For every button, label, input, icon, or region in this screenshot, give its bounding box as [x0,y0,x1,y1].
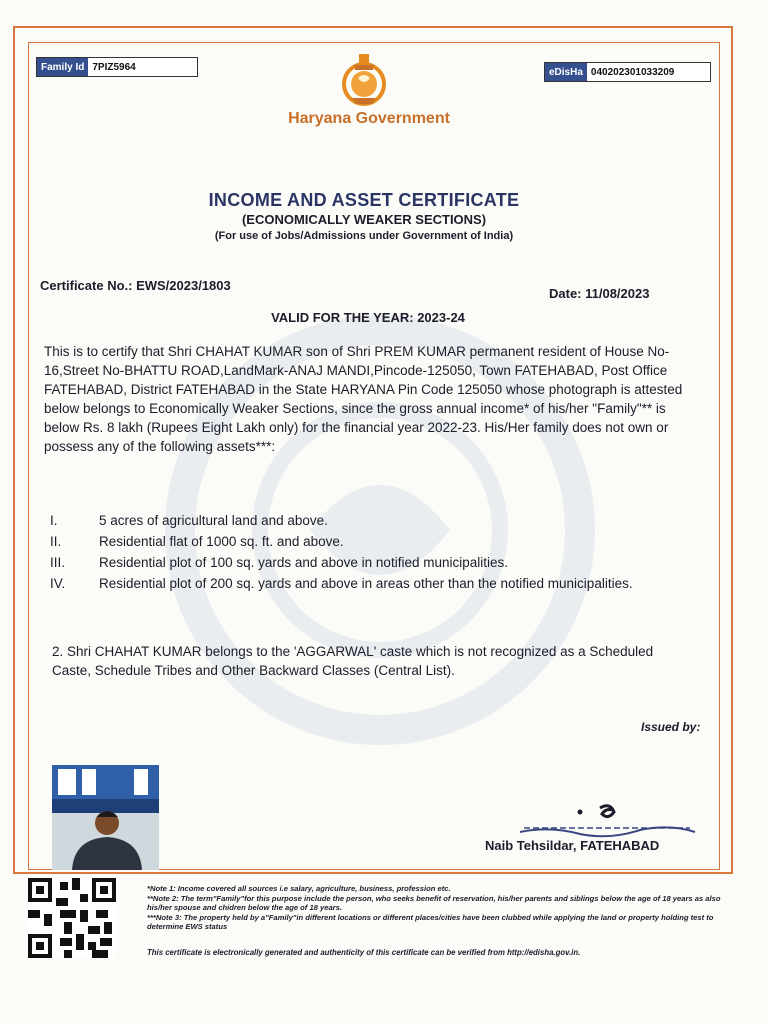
footnote: *Note 1: Income covered all sources i.e salary, agriculture, business, profession etc. [147,884,451,893]
asset-number: III. [50,555,66,570]
asset-text: Residential plot of 200 sq. yards and above in areas other than the notified municipalities. [99,576,633,591]
certification-paragraph: This is to certify that Shri CHAHAT KUMAR son of Shri PREM KUMAR permanent resident of House No-16,Street No-BHATTU ROAD,LandMark-ANAJ MANDI,Pincode-125050, Town FATEHABAD, Post Office FATEHABAD, District FATEHABAD in the State HARYANA Pin Code 125050 whose photograph is attested below belongs to Economically Weaker Sections, since the gross annual income* of his/her "Family"** is below Rs. 8 lakh (Rupees Eight Lakh only) for the financial year 2022-23. His/Her family does not own or possess any of the following assets***: [44,344,683,454]
issuer-name: Haryana Government [288,110,450,127]
applicant-photo [52,765,159,870]
footnote: **Note 2: The term"Family"for this purpose include the person, who seeks benefit of reservation, his/her parents and siblings below the age of 18 years as also his/her spouse and chidren below the age of 18 years. [147,893,721,912]
list-item [50,575,690,592]
family-id-label: Family Id [37,58,88,76]
certificate-purpose: (For use of Jobs/Admissions under Government of India) [214,230,514,242]
assets-list [50,512,690,596]
certificate-date: Date: 11/08/2023 [549,286,650,301]
edisha-label: eDisHa [545,63,587,81]
family-id-value: 7PIZ5964 [92,61,136,73]
issuing-officer: Naib Tehsildar, FATEHABAD [485,838,660,853]
caste-paragraph: 2. Shri CHAHAT KUMAR belongs to the 'AGGARWAL' caste which is not recognized as a Scheduled Caste, Schedule Tribes and Other Backward Classes (Central List). [52,644,654,678]
validity-year: VALID FOR THE YEAR: 2023-24 [271,310,465,325]
asset-number: I. [50,513,58,528]
certificate-subtitle: (ECONOMICALLY WEAKER SECTIONS) [241,212,487,227]
edisha-value: 040202301033209 [590,66,675,78]
asset-text: Residential flat of 1000 sq. ft. and above. [99,534,344,549]
list-item [50,554,690,571]
certificate-number: Certificate No.: EWS/2023/1803 [40,278,231,293]
asset-text: Residential plot of 100 sq. yards and above in notified municipalities. [99,555,508,570]
edisha-box [544,62,711,82]
verification-note: This certificate is electronically generated and authenticity of this certificate can be verified from http://edisha.gov.in. [147,948,581,957]
family-id-box [36,57,198,77]
list-item [50,512,690,529]
asset-text: 5 acres of agricultural land and above. [99,513,328,528]
asset-number: IV. [50,576,66,591]
issued-by-label: Issued by: [641,720,701,734]
haryana-emblem-icon [338,52,390,108]
certificate-title: INCOME AND ASSET CERTIFICATE [208,190,520,210]
asset-number: II. [50,534,62,549]
footnote: ***Note 3: The property held by a"Family"in different locations or different places/cities have been clubbed while applying the land or property holding test to determine EWS status [147,912,714,931]
list-item [50,533,690,550]
qr-code-icon [28,878,116,958]
footnotes [147,884,727,932]
